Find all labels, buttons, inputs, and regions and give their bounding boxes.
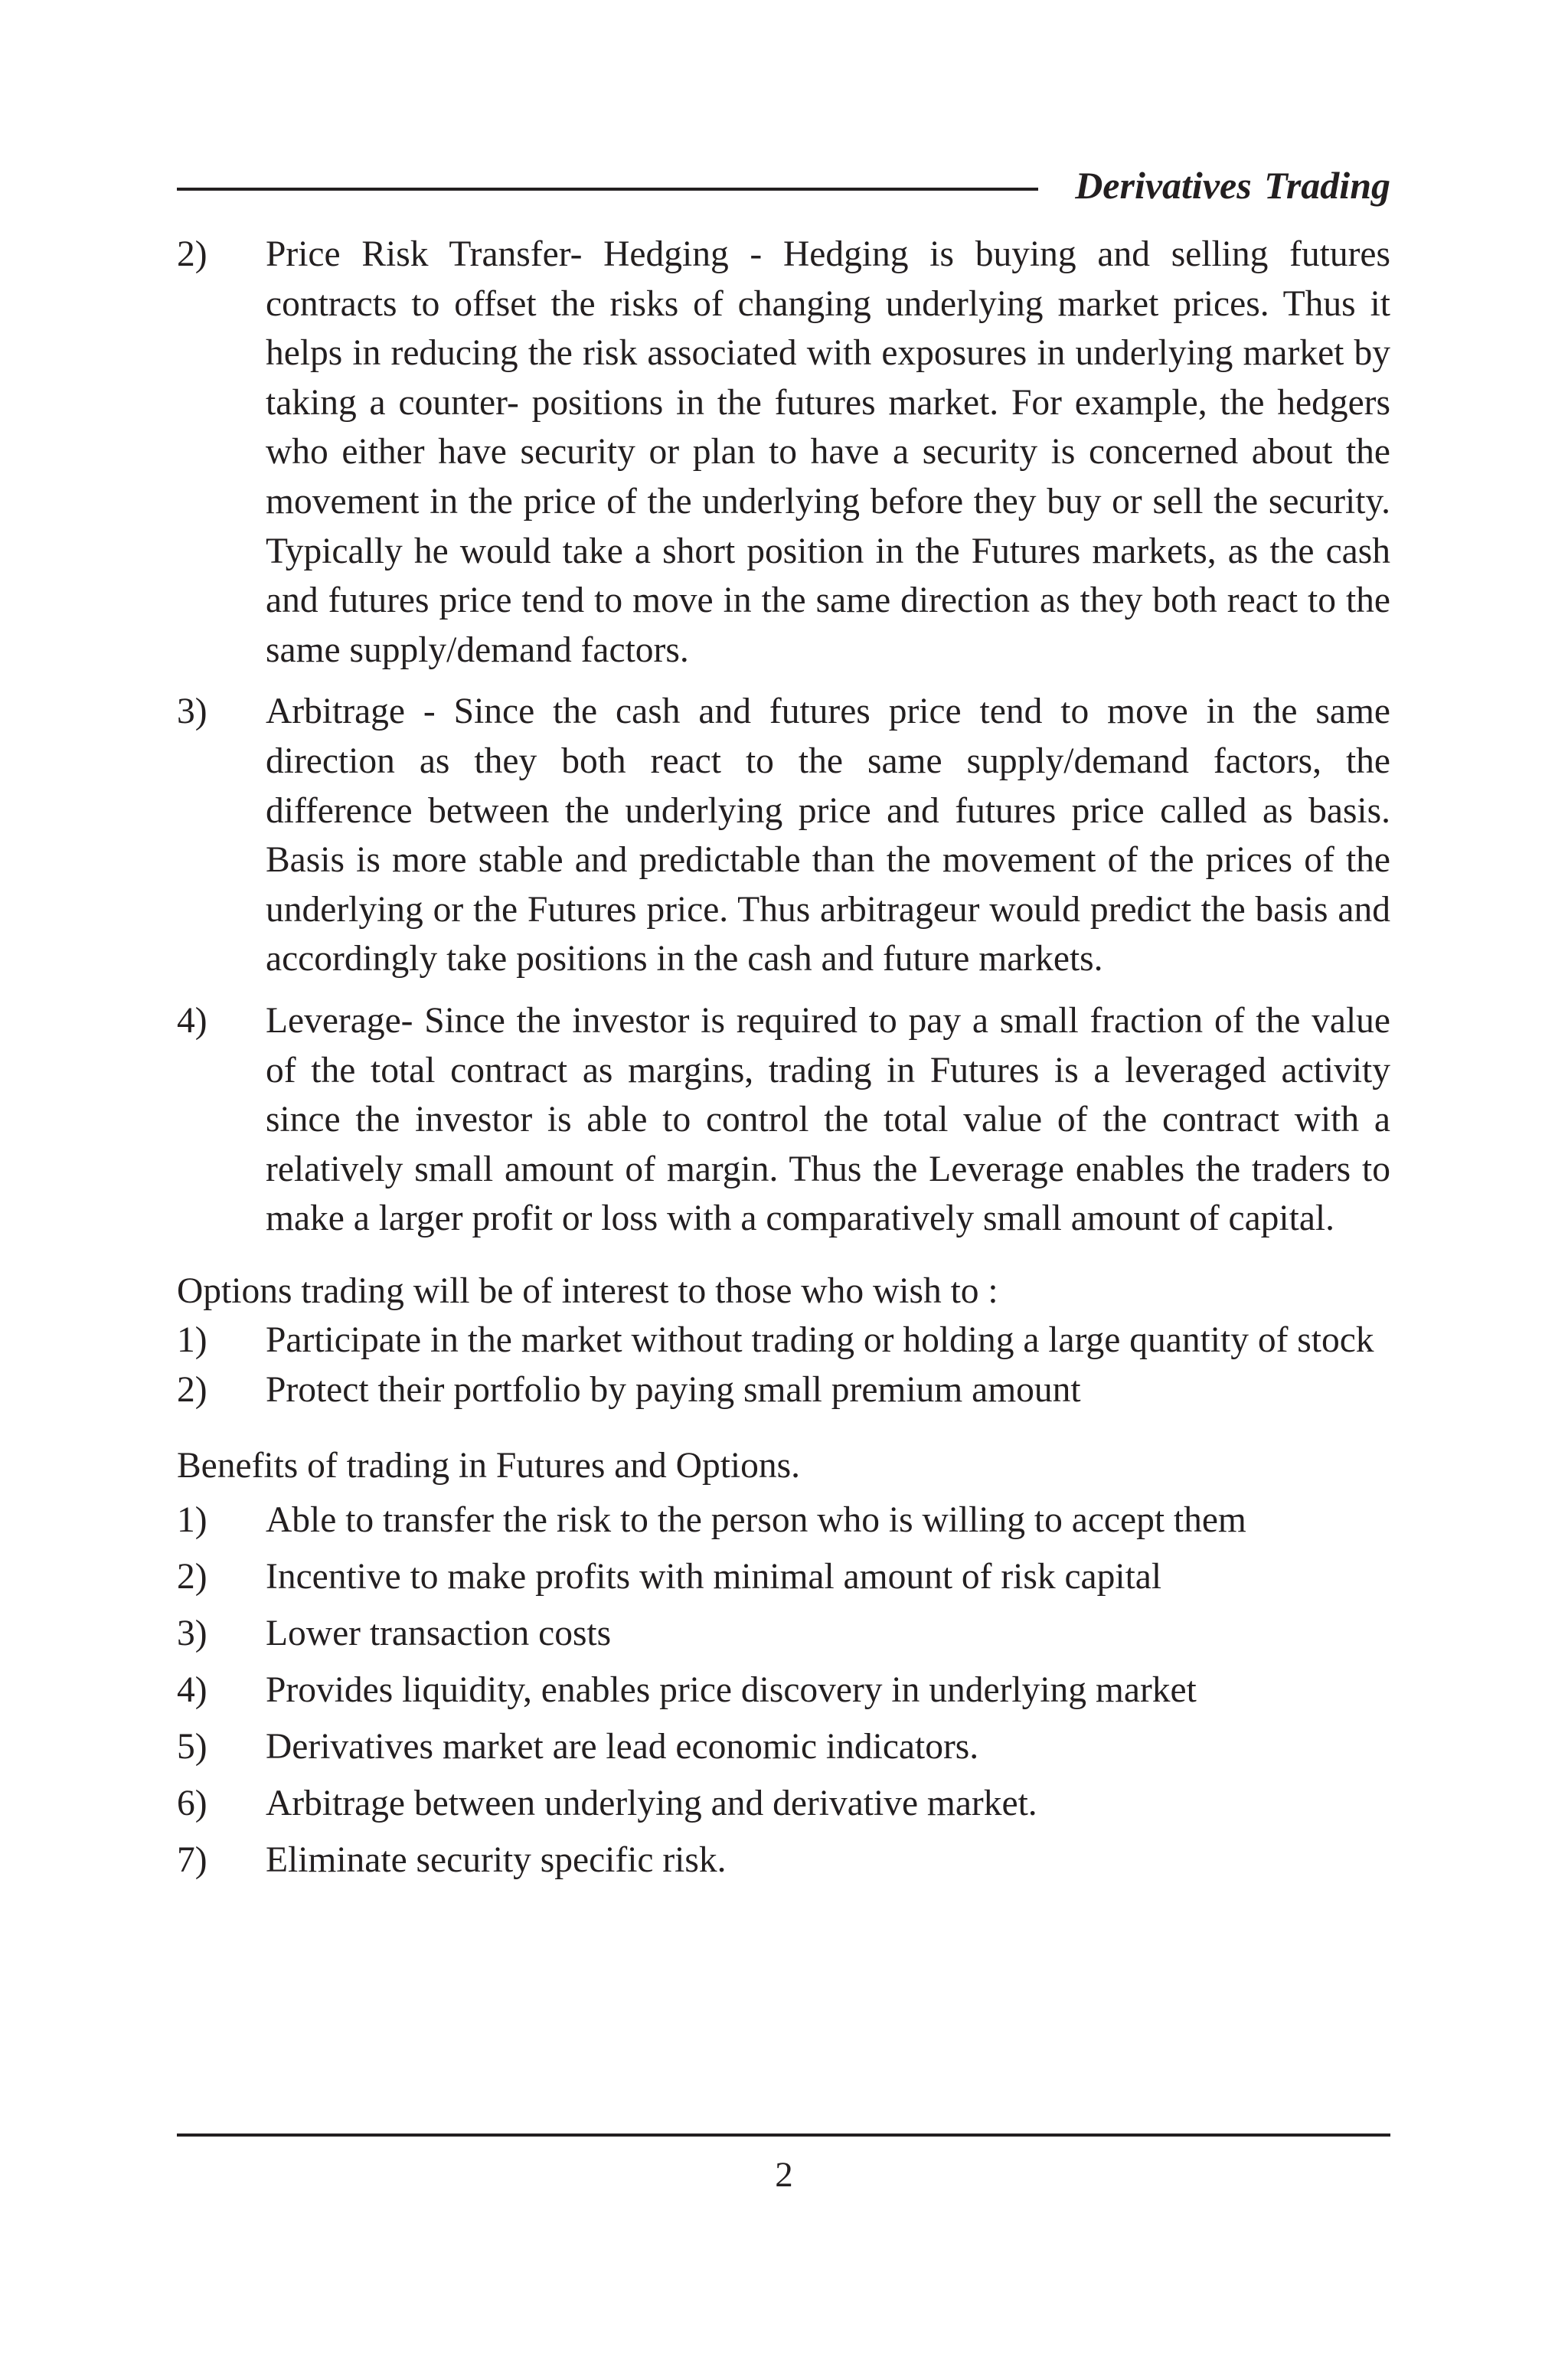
list-item-text: Incentive to make profits with minimal amount of risk capital [266,1557,1162,1597]
options-item [177,1365,1390,1415]
list-item-text: Participate in the market without trading or holding a large quantity of stock [266,1320,1374,1361]
benefit-item [177,1548,1390,1605]
list-item-number: 4) [177,1670,207,1711]
running-header [177,162,1390,208]
list-item-text: Arbitrage between underlying and derivative market. [266,1784,1037,1824]
footer-rule [177,2133,1390,2137]
list-item-text: Lower transaction costs [266,1614,612,1654]
header-title: Derivatives Trading [1075,164,1390,207]
list-item-text: Provides liquidity, enables price discovery in underlying market [266,1670,1197,1711]
list-item-number: 2) [177,1557,207,1597]
benefits-list [177,1492,1390,1888]
list-item-number: 2) [177,1370,207,1411]
list-item-text: Leverage- Since the investor is required to pay a small fraction of the value of the total contract as margins, trading in Futures is a leveraged activity since the investor is able to control the total value of the contract with a relatively small amount of margin. Thus the Leverage enables the traders to make a larger profit or loss with a comparatively small amount of capital. [266,1000,1390,1239]
list-item-arbitrage [177,687,1390,984]
list-item-text: Protect their portfolio by paying small premium amount [266,1370,1081,1411]
benefit-item [177,1832,1390,1888]
list-item-text: Derivatives market are lead economic indicators. [266,1727,979,1767]
options-item [177,1316,1390,1365]
list-item-number: 7) [177,1840,207,1881]
list-item-number: 3) [177,692,207,732]
benefit-item [177,1605,1390,1662]
body-text [177,230,1390,1888]
options-intro: Options trading will be of interest to those who wish to : [177,1270,998,1311]
benefit-item [177,1662,1390,1718]
list-item-text: Arbitrage - Since the cash and futures price tend to move in the same direction as they both react to the same supply/demand factors, the difference between the underlying price and futures price called as basis. Basis is more stable and predictable than the movement of the prices of the underlying or the Futures price. Thus arbitrageur would predict the basis and accordingly take positions in the cash and future markets. [266,692,1390,979]
list-item-number: 5) [177,1727,207,1767]
list-item-text: Able to transfer the risk to the person who is willing to accept them [266,1500,1246,1541]
list-item-hedging [177,230,1390,675]
benefits-intro: Benefits of trading in Futures and Options. [177,1445,800,1486]
benefit-item [177,1718,1390,1775]
list-item-number: 1) [177,1500,207,1541]
list-item-number: 4) [177,1000,207,1041]
list-item-number: 2) [177,234,207,274]
page-number: 2 [775,2155,793,2195]
list-item-leverage [177,996,1390,1244]
list-item-number: 1) [177,1320,207,1361]
benefit-item [177,1775,1390,1832]
list-item-text: Price Risk Transfer- Hedging - Hedging is buying and selling futures contracts to offset the risks of changing underlying market prices. Thus it helps in reducing the risk associated with exposures in underlying market by taking a counter- positions in the futures market. For example, the hedgers who either have security or plan to have a security is concerned about the movement in the price of the underlying before they buy or sell the security. Typically he would take a short position in the Futures markets, as the cash and futures price tend to move in the same direction as they both react to the same supply/demand factors. [266,234,1390,670]
list-item-text: Eliminate security specific risk. [266,1840,727,1881]
header-rule [177,188,1038,191]
list-item-number: 3) [177,1614,207,1654]
benefit-item [177,1492,1390,1548]
list-item-number: 6) [177,1784,207,1824]
